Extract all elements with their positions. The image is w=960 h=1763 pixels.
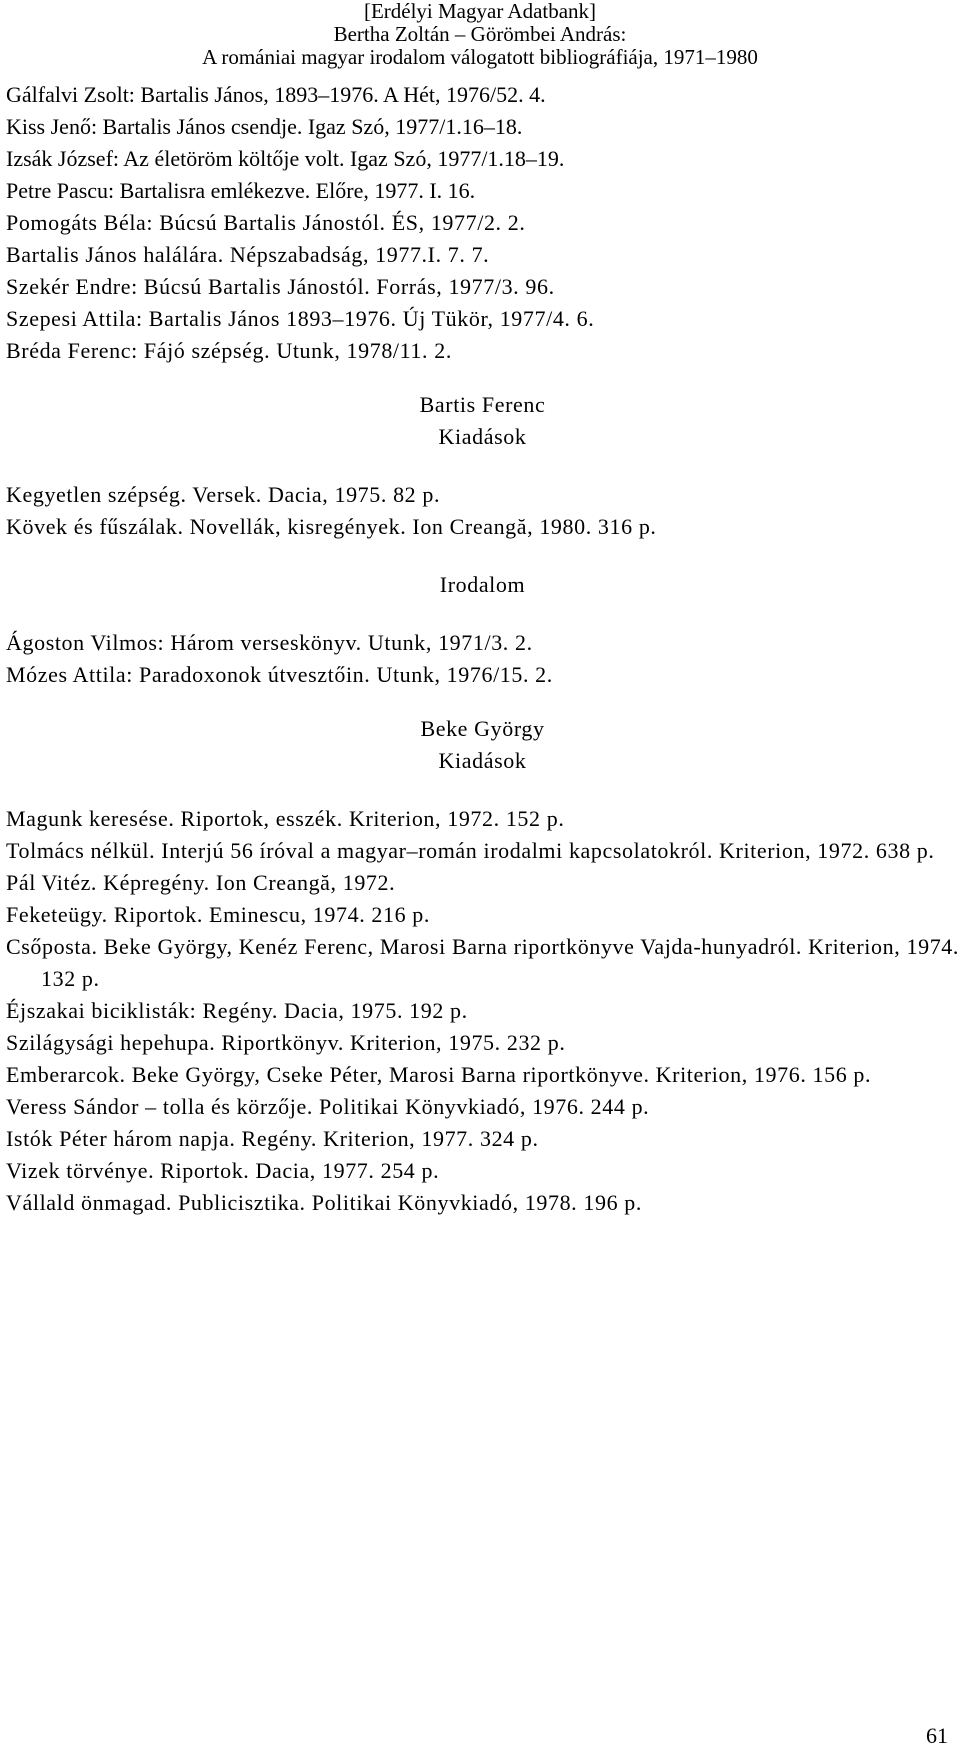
list-item: Magunk keresése. Riportok, esszék. Kriterion, 1972. 152 p. bbox=[6, 806, 565, 831]
list-item: Ágoston Vilmos: Három verseskönyv. Utunk, 1971/3. 2. bbox=[6, 630, 533, 655]
list-item: Feketeügy. Riportok. Eminescu, 1974. 216 p. bbox=[6, 902, 430, 927]
author-heading: Beke György bbox=[420, 716, 545, 741]
beke-section bbox=[6, 713, 959, 1219]
list-item: Emberarcok. Beke György, Cseke Péter, Marosi Barna riportkönyve. Kriterion, 1976. 156 p. bbox=[6, 1062, 872, 1087]
list-item: Bartalis János halálára. Népszabadság, 1977.I. 7. 7. bbox=[6, 242, 490, 267]
list-item: Kövek és fűszálak. Novellák, kisregények. Ion Creangă, 1980. 316 p. bbox=[6, 514, 657, 539]
bibliography-body bbox=[6, 79, 959, 1219]
page-number: 61 bbox=[926, 1723, 948, 1748]
list-item: Gálfalvi Zsolt: Bartalis János, 1893–1976. A Hét, 1976/52. 4. bbox=[6, 82, 546, 107]
list-item: Izsák József: Az életöröm költője volt. Igaz Szó, 1977/1.18–19. bbox=[6, 146, 565, 171]
section-heading: Irodalom bbox=[439, 572, 526, 597]
list-item: Szekér Endre: Búcsú Bartalis Jánostól. Forrás, 1977/3. 96. bbox=[6, 274, 555, 299]
list-item: Vizek törvénye. Riportok. Dacia, 1977. 254 p. bbox=[6, 1158, 440, 1183]
list-item: Kegyetlen szépség. Versek. Dacia, 1975. 82 p. bbox=[6, 482, 441, 507]
list-item: Mózes Attila: Paradoxonok útvesztőin. Utunk, 1976/15. 2. bbox=[6, 662, 553, 687]
page-header bbox=[0, 0, 960, 69]
list-item: Szepesi Attila: Bartalis János 1893–1976. Új Tükör, 1977/4. 6. bbox=[6, 306, 595, 331]
list-item: Kiss Jenő: Bartalis János csendje. Igaz Szó, 1977/1.16–18. bbox=[6, 114, 523, 139]
list-item: Bréda Ferenc: Fájó szépség. Utunk, 1978/11. 2. bbox=[6, 338, 452, 363]
list-item: Veress Sándor – tolla és körzője. Politikai Könyvkiadó, 1976. 244 p. bbox=[6, 1094, 650, 1119]
header-authors: Bertha Zoltán – Görömbei András: bbox=[333, 22, 627, 46]
section-heading: Kiadások bbox=[438, 424, 527, 449]
list-item: Csőposta. Beke György, Kenéz Ferenc, Marosi Barna riportkönyve Vajda-hunyadról. Kriterion, 1974. 132 p. bbox=[6, 934, 959, 991]
list-item: Tolmács nélkül. Interjú 56 íróval a magyar–román irodalmi kapcsolatokról. Kriterion, 1972. 638 p. bbox=[6, 838, 935, 863]
top-entry-list-continued bbox=[6, 207, 959, 367]
list-item: Pál Vitéz. Képregény. Ion Creangă, 1972. bbox=[6, 870, 396, 895]
top-entry-list bbox=[6, 79, 959, 207]
author-heading: Bartis Ferenc bbox=[419, 392, 546, 417]
list-item: Éjszakai biciklisták: Regény. Dacia, 1975. 192 p. bbox=[6, 998, 468, 1023]
bartis-section bbox=[6, 389, 959, 691]
list-item: Istók Péter három napja. Regény. Kriterion, 1977. 324 p. bbox=[6, 1126, 539, 1151]
list-item: Szilágysági hepehupa. Riportkönyv. Kriterion, 1975. 232 p. bbox=[6, 1030, 566, 1055]
list-item: Petre Pascu: Bartalisra emlékezve. Előre, 1977. I. 16. bbox=[6, 178, 476, 203]
header-source: [Erdélyi Magyar Adatbank] bbox=[363, 0, 597, 23]
section-heading: Kiadások bbox=[438, 748, 527, 773]
list-item: Vállald önmagad. Publicisztika. Politikai Könyvkiadó, 1978. 196 p. bbox=[6, 1190, 642, 1215]
header-title: A romániai magyar irodalom válogatott bibliográfiája, 1971–1980 bbox=[202, 45, 758, 69]
list-item: Pomogáts Béla: Búcsú Bartalis Jánostól. ÉS, 1977/2. 2. bbox=[6, 210, 526, 235]
